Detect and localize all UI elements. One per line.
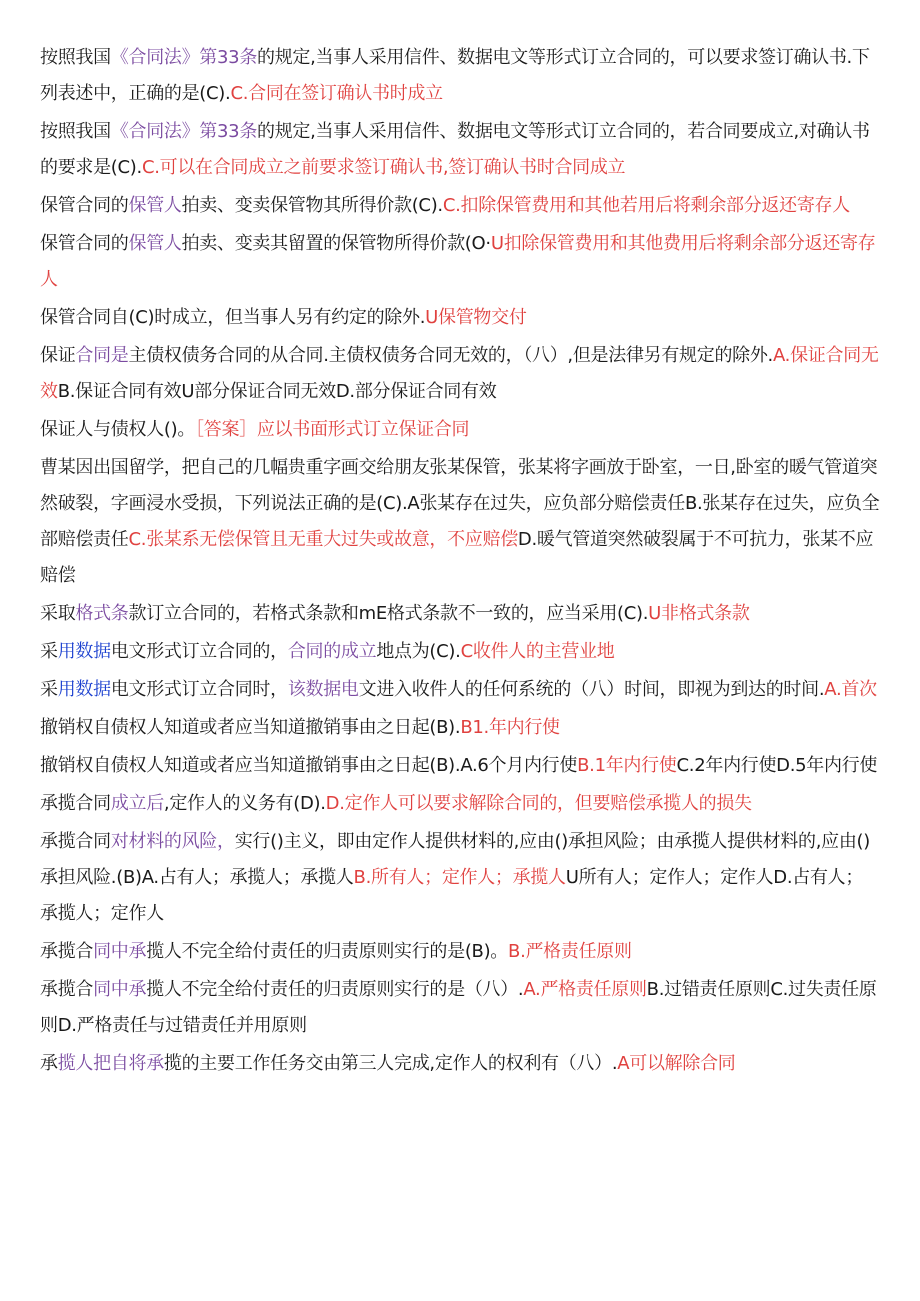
answer-text: B.1年内行使 <box>577 755 677 776</box>
question-text: 款订立合同的，若格式条款和mE格式条款不一致的，应当采用(C). <box>128 603 649 624</box>
question-text: 保证人与债权人()。 <box>40 419 196 440</box>
question-text: 文进入收件人的任何系统的（八）时间，即视为到达的时间. <box>358 679 825 700</box>
question-text: 主债权债务合同的从合同.主债权债务合同无效的，（八）,但是法律另有规定的除外. <box>128 345 773 366</box>
answer-text: U非格式条款 <box>648 603 750 624</box>
question-paragraph <box>40 40 880 112</box>
question-paragraph <box>40 412 880 448</box>
question-paragraph <box>40 300 880 336</box>
answer-text: B.严格责任原则 <box>508 941 632 962</box>
question-text: 承揽合同 <box>40 793 111 814</box>
highlight-text: 格式条 <box>75 603 129 624</box>
highlight-text: 用数据 <box>57 641 111 662</box>
answer-text: C收件人的主营业地 <box>460 641 615 662</box>
answer-text: U扣除保管费用和其他费用后将剩余部分返还寄存人 <box>40 233 876 290</box>
question-text: 采取 <box>40 603 76 624</box>
highlight-text: 成立后 <box>110 793 164 814</box>
question-paragraph <box>40 226 880 298</box>
highlight-text: 用数据 <box>57 679 111 700</box>
question-paragraph <box>40 188 880 224</box>
question-text: 实行()主义，即由定作人提供材料的,应由()承担风险；由承揽人提供材料的,应由()承担风险.(B)A.占有人；承揽人；承揽人 <box>40 831 870 888</box>
highlight-text: 合同的成立 <box>287 641 377 662</box>
question-text: 采 <box>40 679 58 700</box>
highlight-text: 保管人 <box>128 233 182 254</box>
question-text: 保管合同自(C)时成立，但当事人另有约定的除外. <box>40 307 426 328</box>
question-text: 曹某因出国留学，把自己的几幅贵重字画交给朋友张某保管，张某将字画放于卧室，一日,卧室的暖气管道突然破裂，字画浸水受损，下列说法正确的是(C).A张某存在过失，应负部分赔偿责任B.张某存在过失，应负全部赔偿责任 <box>40 457 880 550</box>
question-text: 承揽合同 <box>40 831 111 852</box>
question-text: C.2年内行使D.5年内行使 <box>676 755 878 776</box>
question-text: 撤销权自债权人知道或者应当知道撤销事由之日起(B).A.6个月内行使 <box>40 755 578 776</box>
question-paragraph <box>40 634 880 670</box>
question-paragraph <box>40 934 880 970</box>
highlight-text: 该数据电 <box>287 679 359 700</box>
question-paragraph <box>40 596 880 632</box>
question-paragraph <box>40 824 880 932</box>
highlight-text: 《合同法》第33条 <box>110 121 258 142</box>
question-paragraph <box>40 1046 880 1082</box>
question-text: 拍卖、变卖其留置的保管物所得价款(O· <box>181 233 491 254</box>
question-text: 保管合同的 <box>40 233 129 254</box>
question-text: 揽人不完全给付责任的归责原则实行的是（八）. <box>146 979 524 1000</box>
highlight-text: 同中承 <box>93 941 147 962</box>
question-text: 的规定,当事人采用信件、数据电文等形式订立合同的，可以要求签订确认书.下列表述中，正确的是(C). <box>40 47 870 104</box>
question-text: B.过错责任原则C.过失责任原则D.严格责任与过错责任并用原则 <box>40 979 877 1036</box>
question-text: 承揽合 <box>40 941 94 962</box>
question-text: 揽人不完全给付责任的归责原则实行的是(B)。 <box>146 941 509 962</box>
answer-text: ［答案］应以书面形式订立保证合同 <box>195 419 470 440</box>
answer-text: D.定作人可以要求解除合同的，但要赔偿承揽人的损失 <box>325 793 752 814</box>
answer-text: A可以解除合同 <box>617 1053 736 1074</box>
highlight-text: 《合同法》第33条 <box>110 47 258 68</box>
question-text: 的规定,当事人采用信件、数据电文等形式订立合同的，若合同要成立,对确认书的要求是(C). <box>40 121 870 178</box>
question-text: 按照我国 <box>40 121 111 142</box>
question-paragraph <box>40 114 880 186</box>
answer-text: C.可以在合同成立之前要求签订确认书,签订确认书时合同成立 <box>141 157 626 178</box>
question-paragraph <box>40 972 880 1044</box>
question-text: 按照我国 <box>40 47 111 68</box>
answer-text: B.所有人；定作人；承揽人 <box>353 867 566 888</box>
question-text: 电文形式订立合同时， <box>110 679 288 700</box>
question-text: 保管合同的 <box>40 195 129 216</box>
question-text: U所有人；定作人；定作人D.占有人；承揽人；定作人 <box>40 867 864 924</box>
question-text: 承揽合 <box>40 979 94 1000</box>
question-text: 撤销权自债权人知道或者应当知道撤销事由之日起(B). <box>40 717 461 738</box>
question-text: 拍卖、变卖保管物其所得价款(C). <box>181 195 443 216</box>
answer-text: C.合同在签订确认书时成立 <box>230 83 443 104</box>
highlight-text: 同中承 <box>93 979 147 1000</box>
highlight-text: 合同是 <box>75 345 129 366</box>
question-text: 地点为(C). <box>376 641 461 662</box>
question-paragraph <box>40 672 880 708</box>
question-text: 揽的主要工作任务交由第三人完成,定作人的权利有（八）. <box>163 1053 618 1074</box>
answer-text: B1.年内行使 <box>460 717 560 738</box>
answer-text: A.严格责任原则 <box>523 979 647 1000</box>
question-text: D.暖气管道突然破裂属于不可抗力，张某不应赔偿 <box>40 529 874 586</box>
question-paragraph <box>40 450 880 594</box>
question-text: 电文形式订立合同的， <box>110 641 288 662</box>
answer-text: C.扣除保管费用和其他若用后将剩余部分返还寄存人 <box>442 195 850 216</box>
question-paragraph <box>40 748 880 784</box>
answer-text: C.张某系无偿保管且无重大过失或故意，不应赔偿 <box>128 529 518 550</box>
question-paragraph <box>40 786 880 822</box>
answer-text: A.保证合同无效 <box>40 345 879 402</box>
answer-text: A.首次 <box>824 679 877 700</box>
question-text: 承 <box>40 1053 58 1074</box>
answer-text: U保管物交付 <box>425 307 527 328</box>
question-text: 采 <box>40 641 58 662</box>
question-paragraph <box>40 710 880 746</box>
highlight-text: 揽人把自将承 <box>57 1053 164 1074</box>
highlight-text: 保管人 <box>128 195 182 216</box>
question-text: 保证 <box>40 345 76 366</box>
question-text: B.保证合同有效U部分保证合同无效D.部分保证合同有效 <box>57 381 497 402</box>
highlight-text: 对材料的风险， <box>110 831 235 852</box>
question-paragraph <box>40 338 880 410</box>
question-text: ,定作人的义务有(D). <box>163 793 326 814</box>
